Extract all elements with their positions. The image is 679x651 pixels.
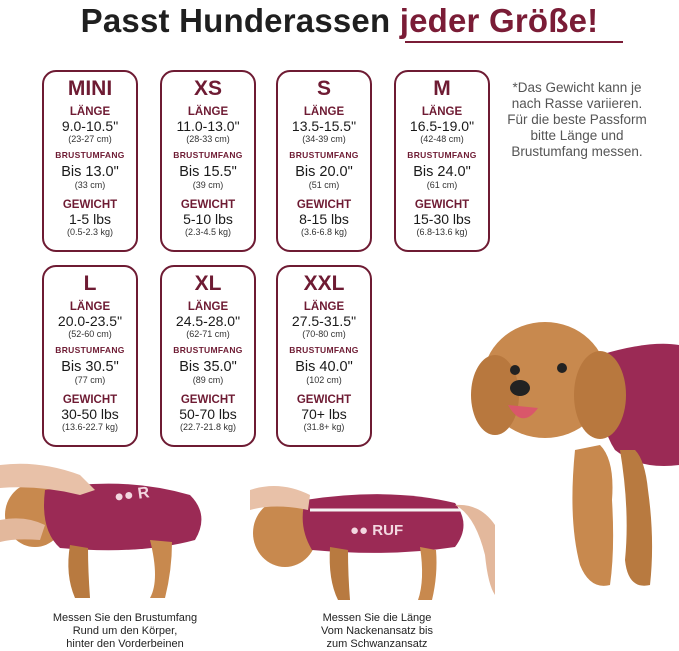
chest-caption <box>20 612 230 651</box>
chest-cm: (102 cm) <box>306 375 342 385</box>
weight-kg: (2.3-4.5 kg) <box>184 227 232 237</box>
length-cm: (28-33 cm) <box>186 134 230 144</box>
size-card-mini <box>42 70 138 252</box>
length-caption <box>272 612 482 651</box>
chest-value: Bis 13.0" <box>61 164 119 180</box>
size-card-xxl <box>276 265 372 447</box>
length-cm: (62-71 cm) <box>186 329 230 339</box>
chest-value: Bis 30.5" <box>61 359 119 375</box>
title-main: Passt Hunderassen <box>80 2 391 39</box>
title-accent: jeder Größe! <box>399 2 599 39</box>
chest-label: BRUSTUMFANG <box>173 150 243 160</box>
size-label: XXL <box>303 272 345 295</box>
length-cm: (42-48 cm) <box>420 134 464 144</box>
length-value: 11.0-13.0" <box>176 118 240 134</box>
weight-value: 30-50 lbs <box>61 406 119 422</box>
length-label: LÄNGE <box>421 106 463 118</box>
length-label: LÄNGE <box>187 106 229 118</box>
length-caption-line: Messen Sie die Länge <box>322 612 432 624</box>
length-caption-line: Vom Nackenansatz bis <box>321 625 433 637</box>
chest-value: Bis 15.5" <box>179 164 237 180</box>
weight-note: *Das Gewicht kann je nach Rasse variieren. Für die beste Passform bitte Länge und Brustumfang messen. <box>507 80 647 159</box>
weight-value: 50-70 lbs <box>179 406 237 422</box>
chest-label: BRUSTUMFANG <box>55 345 125 355</box>
chest-cm: (89 cm) <box>192 375 224 385</box>
chest-label: BRUSTUMFANG <box>289 345 359 355</box>
length-value: 27.5-31.5" <box>291 313 357 329</box>
length-label: LÄNGE <box>69 301 111 313</box>
chest-cm: (39 cm) <box>192 180 224 190</box>
chest-cm: (61 cm) <box>426 180 458 190</box>
weight-value: 1-5 lbs <box>68 211 112 227</box>
weight-label: GEWICHT <box>62 199 118 211</box>
weight-value: 8-15 lbs <box>299 211 349 227</box>
length-label: LÄNGE <box>303 301 345 313</box>
weight-label: GEWICHT <box>180 394 236 406</box>
weight-value: 5-10 lbs <box>183 211 233 227</box>
chest-cm: (33 cm) <box>74 180 106 190</box>
size-card-l <box>42 265 138 447</box>
weight-value: 15-30 lbs <box>413 211 471 227</box>
length-measure-photo <box>250 465 495 605</box>
chest-cm: (51 cm) <box>308 180 340 190</box>
weight-kg: (31.8+ kg) <box>303 422 345 432</box>
chest-caption-line: Rund um den Körper, <box>72 625 178 637</box>
svg-text:●● RUF: ●● RUF <box>350 522 404 539</box>
chest-measure-photo <box>0 460 215 600</box>
svg-text:●● R: ●● R <box>113 484 151 506</box>
chest-label: BRUSTUMFANG <box>407 150 477 160</box>
weight-kg: (6.8-13.6 kg) <box>416 227 468 237</box>
title-underline <box>405 41 623 43</box>
chest-caption-line: hinter den Vorderbeinen <box>66 638 184 650</box>
length-label: LÄNGE <box>69 106 111 118</box>
chest-label: BRUSTUMFANG <box>289 150 359 160</box>
length-caption-line: zum Schwanzansatz <box>326 638 428 650</box>
length-value: 9.0-10.5" <box>61 118 119 134</box>
chest-cm: (77 cm) <box>74 375 106 385</box>
length-value: 16.5-19.0" <box>409 118 475 134</box>
size-card-m <box>394 70 490 252</box>
size-card-xs <box>160 70 256 252</box>
size-label: MINI <box>67 77 113 100</box>
weight-label: GEWICHT <box>296 199 352 211</box>
chest-label: BRUSTUMFANG <box>55 150 125 160</box>
weight-kg: (13.6-22.7 kg) <box>61 422 119 432</box>
chest-value: Bis 40.0" <box>295 359 353 375</box>
size-label: M <box>433 77 451 100</box>
length-value: 24.5-28.0" <box>175 313 241 329</box>
length-value: 20.0-23.5" <box>57 313 123 329</box>
weight-label: GEWICHT <box>414 199 470 211</box>
chest-caption-line: Messen Sie den Brustumfang <box>52 612 198 624</box>
size-label: S <box>316 77 331 100</box>
weight-kg: (22.7-21.8 kg) <box>179 422 237 432</box>
length-cm: (23-27 cm) <box>68 134 112 144</box>
weight-label: GEWICHT <box>296 394 352 406</box>
weight-label: GEWICHT <box>180 199 236 211</box>
weight-kg: (0.5-2.3 kg) <box>66 227 114 237</box>
length-cm: (70-80 cm) <box>302 329 346 339</box>
size-card-xl <box>160 265 256 447</box>
size-label: XS <box>193 77 222 100</box>
size-label: XL <box>194 272 222 295</box>
chest-value: Bis 24.0" <box>413 164 471 180</box>
weight-label: GEWICHT <box>62 394 118 406</box>
chest-value: Bis 35.0" <box>179 359 237 375</box>
length-label: LÄNGE <box>187 301 229 313</box>
length-value: 13.5-15.5" <box>291 118 357 134</box>
size-card-s <box>276 70 372 252</box>
chest-label: BRUSTUMFANG <box>173 345 243 355</box>
length-cm: (52-60 cm) <box>68 329 112 339</box>
page-title <box>0 2 679 40</box>
weight-value: 70+ lbs <box>301 406 347 422</box>
size-label: L <box>83 272 97 295</box>
length-label: LÄNGE <box>303 106 345 118</box>
chest-value: Bis 20.0" <box>295 164 353 180</box>
weight-kg: (3.6-6.8 kg) <box>300 227 348 237</box>
length-cm: (34-39 cm) <box>302 134 346 144</box>
